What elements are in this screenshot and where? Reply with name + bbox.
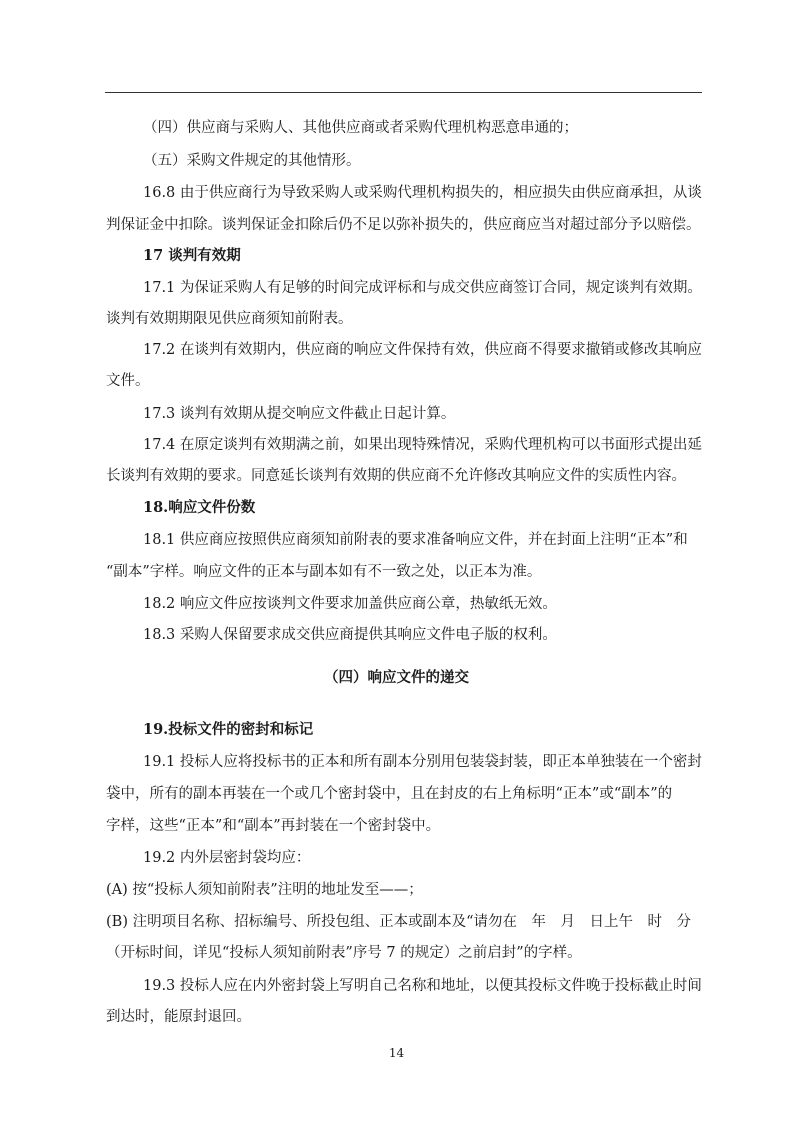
line-03: 16.8 由于供应商行为导致采购人或采购代理机构损失的，相应损失由供应商承担，从谈: [143, 185, 702, 201]
line-25: （开标时间，详见“投标人须知前附表”序号 7 的规定）之前启封”的字样。: [106, 945, 582, 961]
line-07: 谈判有效期期限见供应商须知前附表。: [106, 311, 353, 327]
page-number: 14: [388, 1046, 405, 1060]
heading-17: 17 谈判有效期: [143, 247, 241, 264]
line-16: 18.2 响应文件应按谈判文件要求加盖供应商公章，热敏纸无效。: [143, 596, 557, 612]
line-21: 字样，这些“正本”和“副本”再封装在一个密封袋中。: [106, 818, 441, 834]
line-19: 19.1 投标人应将投标书的正本和所有副本分别用包装袋封装，即正本单独装在一个密封: [143, 754, 702, 770]
line-10: 17.3 谈判有效期从提交响应文件截止日起计算。: [143, 406, 456, 422]
line-22: 19.2 内外层密封袋均应：: [143, 850, 311, 866]
line-09: 文件。: [106, 373, 150, 389]
line-24: (B) 注明项目名称、招标编号、所投包组、正本或副本及“请勿在 年 月 日上午 时 分: [106, 914, 691, 930]
heading-18: 18.响应文件份数: [143, 499, 256, 516]
section-heading: （四）响应文件的递交: [324, 669, 469, 686]
line-20: 袋中，所有的副本再装在一个或几个密封袋中，且在封皮的右上角标明“正本”或“副本”的: [106, 786, 673, 802]
line-12: 长谈判有效期的要求。同意延长谈判有效期的供应商不允许修改其响应文件的实质性内容。: [106, 468, 686, 484]
line-26: 19.3 投标人应在内外密封袋上写明自己名称和地址，以便其投标文件晚于投标截止时间: [143, 978, 702, 994]
line-01: （四）供应商与采购人、其他供应商或者采购代理机构恶意串通的；: [143, 120, 578, 136]
line-11: 17.4 在原定谈判有效期满之前，如果出现特殊情况，采购代理机构可以书面形式提出延: [143, 437, 702, 453]
line-02: （五）采购文件规定的其他情形。: [143, 153, 361, 169]
line-15: “副本”字样。响应文件的正本与副本如有不一致之处，以正本为准。: [106, 564, 542, 580]
line-08: 17.2 在谈判有效期内，供应商的响应文件保持有效，供应商不得要求撤销或修改其响应: [143, 342, 702, 358]
line-06: 17.1 为保证采购人有足够的时间完成评标和与成交供应商签订合同，规定谈判有效期。: [143, 280, 702, 296]
line-27: 到达时，能原封退回。: [106, 1009, 251, 1025]
line-23: (A) 按“投标人须知前附表”注明的地址发至——；: [106, 882, 423, 898]
heading-19: 19.投标文件的密封和标记: [143, 721, 314, 738]
header-rule: [105, 92, 702, 93]
line-17: 18.3 采购人保留要求成交供应商提供其响应文件电子版的权利。: [143, 627, 557, 643]
line-04: 判保证金中扣除。谈判保证金扣除后仍不足以弥补损失的，供应商应当对超过部分予以赔偿。: [106, 217, 701, 233]
line-14: 18.1 供应商应按照供应商须知前附表的要求准备响应文件，并在封面上注明“正本”和: [143, 532, 688, 548]
